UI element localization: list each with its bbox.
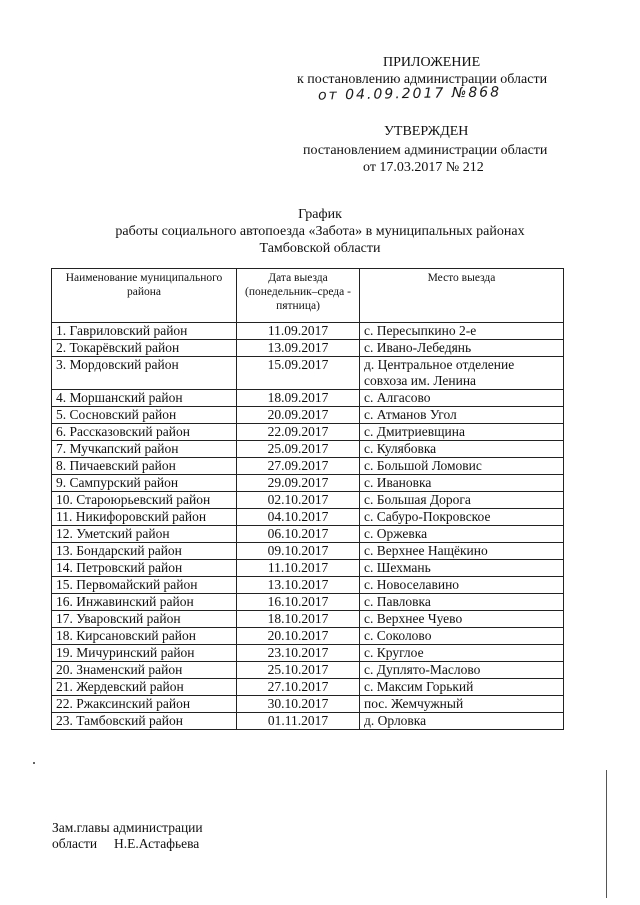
date-cell: 22.09.2017 xyxy=(237,424,360,441)
date-cell: 20.10.2017 xyxy=(237,628,360,645)
place-cell: с. Верхнее Чуево xyxy=(360,611,564,628)
schedule-region: Тамбовской области xyxy=(259,241,381,256)
table-row xyxy=(52,543,564,560)
schedule-title: График xyxy=(298,207,342,222)
date-cell: 25.10.2017 xyxy=(237,662,360,679)
table-row xyxy=(52,441,564,458)
date-cell: 18.09.2017 xyxy=(237,390,360,407)
district-cell: 23. Тамбовский район xyxy=(52,713,237,730)
date-cell: 27.10.2017 xyxy=(237,679,360,696)
column-header-district: Наименование муниципального района xyxy=(52,269,237,323)
district-cell: 15. Первомайский район xyxy=(52,577,237,594)
schedule-table xyxy=(51,268,564,730)
place-cell: с. Соколово xyxy=(360,628,564,645)
place-cell: с. Ивановка xyxy=(360,475,564,492)
place-cell: с. Сабуро-Покровское xyxy=(360,509,564,526)
district-cell: 22. Ржаксинский район xyxy=(52,696,237,713)
signatory-position: Зам.главы администрации xyxy=(52,820,203,835)
table-row xyxy=(52,475,564,492)
place-cell: с. Большой Ломовис xyxy=(360,458,564,475)
district-cell: 10. Староюрьевский район xyxy=(52,492,237,509)
approved-reference: от 17.03.2017 № 212 xyxy=(363,160,484,175)
date-cell: 16.10.2017 xyxy=(237,594,360,611)
district-cell: 8. Пичаевский район xyxy=(52,458,237,475)
table-row xyxy=(52,713,564,730)
table-row xyxy=(52,340,564,357)
table-row xyxy=(52,458,564,475)
place-cell: с. Шехмань xyxy=(360,560,564,577)
place-cell: с. Большая Дорога xyxy=(360,492,564,509)
date-cell: 18.10.2017 xyxy=(237,611,360,628)
place-cell: с. Дуплято-Маслово xyxy=(360,662,564,679)
handwritten-date-number: от 04.09.2017 №868 xyxy=(317,84,502,104)
date-cell: 13.09.2017 xyxy=(237,340,360,357)
district-cell: 9. Сампурский район xyxy=(52,475,237,492)
date-cell: 13.10.2017 xyxy=(237,577,360,594)
approved-by: постановлением администрации области xyxy=(303,143,548,158)
district-cell: 13. Бондарский район xyxy=(52,543,237,560)
district-cell: 1. Гавриловский район xyxy=(52,323,237,340)
place-cell: с. Дмитриевщина xyxy=(360,424,564,441)
place-cell: с. Ивано-Лебедянь xyxy=(360,340,564,357)
district-cell: 21. Жердевский район xyxy=(52,679,237,696)
district-cell: 3. Мордовский район xyxy=(52,357,237,390)
schedule-subtitle: работы социального автопоезда «Забота» в муниципальных районах xyxy=(115,224,525,239)
date-cell: 04.10.2017 xyxy=(237,509,360,526)
date-cell: 11.09.2017 xyxy=(237,323,360,340)
place-cell: с. Атманов Угол xyxy=(360,407,564,424)
scan-edge-line xyxy=(606,770,607,898)
table-row xyxy=(52,679,564,696)
district-cell: 18. Кирсановский район xyxy=(52,628,237,645)
date-cell: 23.10.2017 xyxy=(237,645,360,662)
scan-speck xyxy=(33,762,35,764)
place-cell: с. Оржевка xyxy=(360,526,564,543)
district-cell: 7. Мучкапский район xyxy=(52,441,237,458)
place-cell: пос. Жемчужный xyxy=(360,696,564,713)
table-header-row xyxy=(52,269,564,323)
district-cell: 11. Никифоровский район xyxy=(52,509,237,526)
date-cell: 01.11.2017 xyxy=(237,713,360,730)
place-cell: д. Центральное отделение совхоза им. Ленина xyxy=(360,357,564,390)
place-cell: с. Алгасово xyxy=(360,390,564,407)
table-row xyxy=(52,357,564,390)
table-row xyxy=(52,560,564,577)
date-cell: 02.10.2017 xyxy=(237,492,360,509)
district-cell: 4. Моршанский район xyxy=(52,390,237,407)
table-row xyxy=(52,594,564,611)
table-row xyxy=(52,390,564,407)
table-row xyxy=(52,662,564,679)
date-cell: 06.10.2017 xyxy=(237,526,360,543)
date-cell: 30.10.2017 xyxy=(237,696,360,713)
date-cell: 15.09.2017 xyxy=(237,357,360,390)
table-row xyxy=(52,323,564,340)
column-header-date: Дата выезда (понедельник–среда - пятница) xyxy=(237,269,360,323)
date-cell: 20.09.2017 xyxy=(237,407,360,424)
place-cell: с. Верхнее Нащёкино xyxy=(360,543,564,560)
date-cell: 25.09.2017 xyxy=(237,441,360,458)
table-row xyxy=(52,645,564,662)
district-cell: 16. Инжавинский район xyxy=(52,594,237,611)
table-row xyxy=(52,407,564,424)
district-cell: 12. Уметский район xyxy=(52,526,237,543)
date-cell: 29.09.2017 xyxy=(237,475,360,492)
date-cell: 27.09.2017 xyxy=(237,458,360,475)
place-cell: с. Пересыпкино 2-е xyxy=(360,323,564,340)
table-row xyxy=(52,424,564,441)
district-cell: 6. Рассказовский район xyxy=(52,424,237,441)
table-row xyxy=(52,526,564,543)
district-cell: 20. Знаменский район xyxy=(52,662,237,679)
appendix-heading: ПРИЛОЖЕНИЕ xyxy=(383,55,481,70)
district-cell: 2. Токарёвский район xyxy=(52,340,237,357)
signatory-name: области Н.Е.Астафьева xyxy=(52,836,200,851)
table-row xyxy=(52,611,564,628)
table-row xyxy=(52,577,564,594)
table-row xyxy=(52,492,564,509)
place-cell: с. Круглое xyxy=(360,645,564,662)
table-row xyxy=(52,628,564,645)
district-cell: 17. Уваровский район xyxy=(52,611,237,628)
table-row xyxy=(52,509,564,526)
place-cell: с. Новоселавино xyxy=(360,577,564,594)
place-cell: с. Кулябовка xyxy=(360,441,564,458)
table-row xyxy=(52,696,564,713)
place-cell: д. Орловка xyxy=(360,713,564,730)
date-cell: 09.10.2017 xyxy=(237,543,360,560)
place-cell: с. Павловка xyxy=(360,594,564,611)
table-body xyxy=(52,323,564,730)
district-cell: 14. Петровский район xyxy=(52,560,237,577)
date-cell: 11.10.2017 xyxy=(237,560,360,577)
approved-heading: УТВЕРЖДЕН xyxy=(384,124,469,139)
appendix-reference: к постановлению администрации области xyxy=(297,72,548,87)
district-cell: 5. Сосновский район xyxy=(52,407,237,424)
column-header-place: Место выезда xyxy=(360,269,564,323)
place-cell: с. Максим Горький xyxy=(360,679,564,696)
district-cell: 19. Мичуринский район xyxy=(52,645,237,662)
